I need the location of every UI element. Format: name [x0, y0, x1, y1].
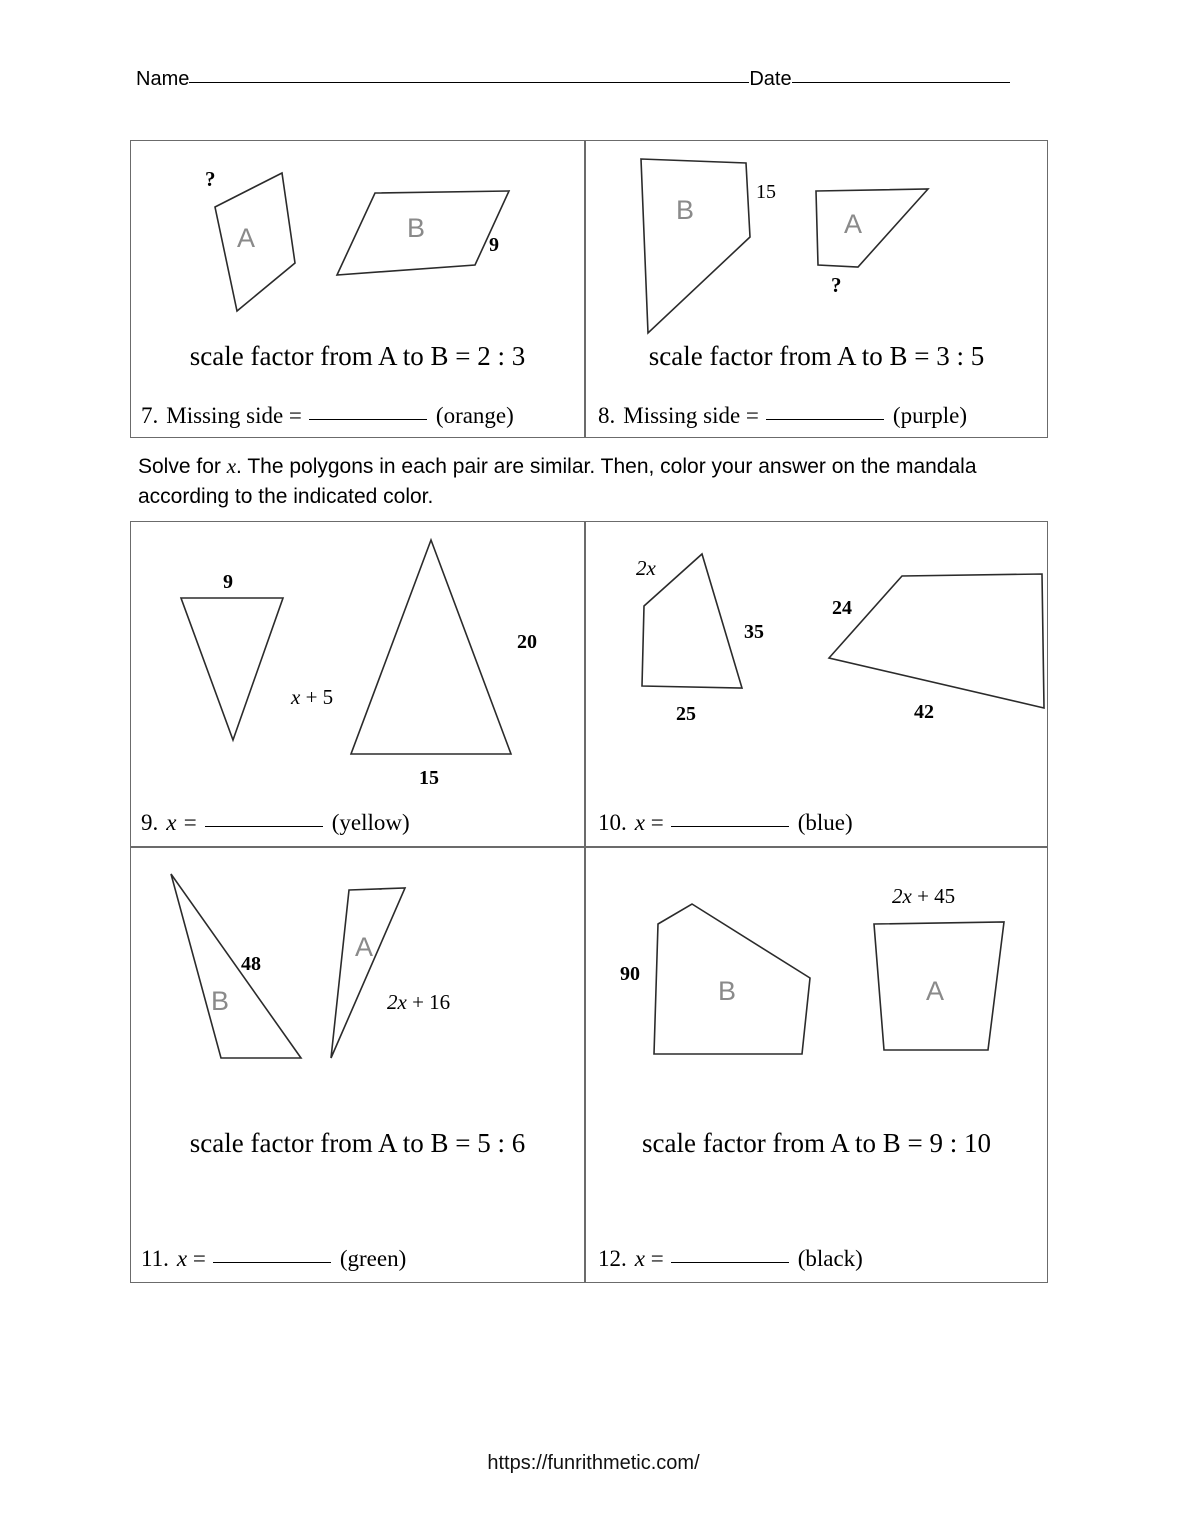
quad-large-10: [829, 574, 1044, 708]
shape-a-label-12: A: [926, 976, 945, 1006]
expr-rest-9: + 5: [300, 685, 334, 709]
answer-blank-10[interactable]: [671, 826, 789, 827]
missing-side-marker-8: ?: [831, 273, 842, 297]
answer-color-12: (black): [797, 1246, 863, 1271]
side-bottom-value-9: 15: [419, 767, 439, 789]
name-label: Name: [136, 68, 190, 90]
problem-cell-7: [131, 141, 584, 436]
side-expression-12: [892, 886, 955, 907]
shape-b-label-11: B: [211, 986, 230, 1016]
answer-prompt-9: x =: [166, 810, 198, 835]
expr-rest-11: + 16: [406, 990, 451, 1014]
figure-10: [614, 536, 1047, 766]
known-side-value-7: 9: [489, 234, 499, 256]
known-side-value-12: 90: [620, 963, 640, 985]
known-side-value-11: 48: [241, 953, 261, 975]
date-label: Date: [749, 68, 792, 90]
side-right-value-9: 20: [517, 631, 537, 653]
triangle-small-9: [181, 598, 283, 740]
problem-number-9: 9.: [141, 810, 159, 835]
problem-cell-10: [586, 522, 1047, 846]
shape-b-label-7: B: [407, 213, 426, 243]
problems-table-top: [130, 140, 1048, 438]
problems-table-bottom: [130, 521, 1048, 1283]
answer-color-9: (yellow): [331, 810, 410, 835]
problem-cell-12: [586, 848, 1047, 1282]
name-date-header: [136, 68, 1042, 98]
shape-a-label-8: A: [844, 209, 863, 239]
triangle-b-11: [171, 874, 301, 1058]
answer-color-11: (green): [339, 1246, 407, 1271]
figure-11: [153, 862, 553, 1072]
shape-b-label-12: B: [718, 976, 737, 1006]
scale-factor-11: scale factor from A to B = 5 : 6: [189, 1128, 526, 1158]
shape-b-label-8: B: [676, 195, 695, 225]
instructions-part2: . The polygons in each pair are similar. Then, color your answer on the mandala according to the indicated color.: [138, 455, 977, 508]
answer-blank-12[interactable]: [671, 1262, 789, 1263]
answer-blank-7[interactable]: [309, 419, 427, 420]
side-expression-11: [387, 992, 450, 1013]
side-expression-10: [636, 558, 656, 579]
problem-number-8: 8.: [598, 403, 616, 428]
scale-factor-12: scale factor from A to B = 9 : 10: [642, 1128, 991, 1158]
side-top-value-9: 9: [223, 571, 233, 593]
expr-variable-10: 2x: [636, 556, 656, 580]
date-input-line[interactable]: [792, 82, 1010, 83]
figure-12: [614, 868, 1044, 1098]
answer-row-7: [141, 403, 514, 429]
problem-number-11: 11.: [141, 1246, 169, 1271]
scale-factor-8: scale factor from A to B = 3 : 5: [648, 341, 985, 371]
answer-prompt-12: x =: [634, 1246, 664, 1271]
figure-7: [179, 153, 529, 313]
answer-blank-11[interactable]: [213, 1262, 331, 1263]
quad-small-10: [642, 554, 742, 688]
instructions-part1: Solve for: [138, 455, 227, 478]
figure-8: [626, 147, 1006, 337]
problem-number-12: 12.: [598, 1246, 627, 1271]
polygon-a-8: [816, 189, 928, 267]
expr-variable-9: x: [291, 685, 301, 709]
answer-prompt-10: x =: [634, 810, 664, 835]
answer-color-8: (purple): [892, 403, 967, 428]
answer-blank-8[interactable]: [766, 419, 884, 420]
answer-row-10: [598, 810, 853, 836]
polygon-b-8: [641, 159, 750, 333]
shape-a-label-7: A: [237, 223, 256, 253]
side-bottom-value-large-10: 42: [914, 701, 934, 723]
name-input-line[interactable]: [189, 82, 749, 83]
answer-row-11: [141, 1246, 406, 1272]
problem-cell-8: [586, 141, 1047, 436]
triangle-a-11: [331, 888, 405, 1058]
answer-row-12: [598, 1246, 863, 1272]
problem-number-7: 7.: [141, 403, 159, 428]
side-left-value-10: 24: [832, 597, 852, 619]
problem-cell-11: [131, 848, 584, 1282]
scale-factor-7: scale factor from A to B = 2 : 3: [189, 341, 526, 371]
instructions-text: [138, 452, 1018, 512]
shape-a-label-11: A: [355, 932, 374, 962]
footer-url: https://funrithmetic.com/: [487, 1452, 700, 1474]
missing-side-marker-7: ?: [205, 167, 216, 191]
triangle-large-9: [351, 540, 511, 754]
expr-variable-12: 2x: [892, 884, 912, 908]
problem-number-10: 10.: [598, 810, 627, 835]
known-side-value-8: 15: [756, 181, 776, 203]
side-bottom-value-10: 25: [676, 703, 696, 725]
instructions-variable: x: [226, 454, 237, 478]
answer-color-10: (blue): [797, 810, 853, 835]
answer-prompt-8: Missing side =: [623, 403, 759, 428]
expr-rest-12: + 45: [911, 884, 956, 908]
problem-cell-9: [131, 522, 584, 846]
answer-blank-9[interactable]: [205, 826, 323, 827]
expr-variable-11: 2x: [387, 990, 407, 1014]
answer-prompt-11: x =: [176, 1246, 206, 1271]
answer-prompt-7: Missing side =: [166, 403, 302, 428]
side-expression-9: [291, 687, 333, 708]
answer-row-9: [141, 810, 410, 836]
answer-color-7: (orange): [435, 403, 514, 428]
side-mid-value-10: 35: [744, 621, 764, 643]
figure-9: [151, 532, 571, 792]
answer-row-8: [598, 403, 967, 429]
